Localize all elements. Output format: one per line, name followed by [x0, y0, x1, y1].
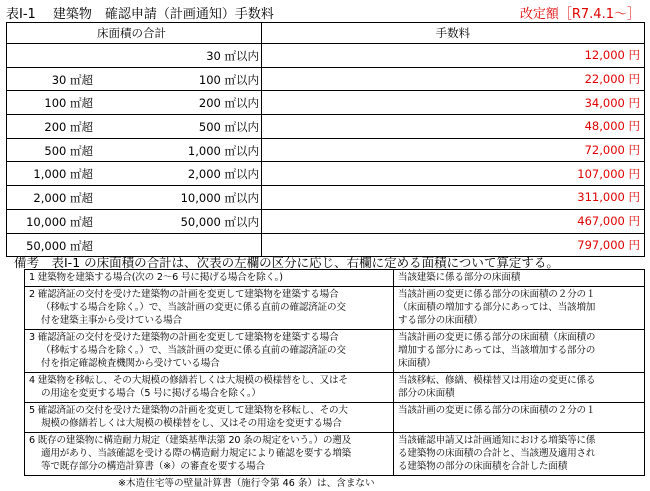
rule-row: [25, 373, 645, 403]
rule-area-line: 当該移転、修繕、模様替又は用途の変更に係る: [398, 375, 596, 386]
rule-row: [25, 403, 645, 433]
fee-amount: 12,000 円: [261, 44, 644, 68]
rule-area: [394, 330, 645, 373]
page-title: 表Ⅰ-1 建築物 確認申請（計画通知）手数料: [6, 7, 274, 22]
rule-area: [394, 403, 645, 433]
rule-condition-line: 2 確認済証の交付を受けた建築物の計画を変更して建築物を建築する場合: [29, 289, 339, 300]
area-from: 50,000 ㎡超: [26, 238, 93, 253]
area-from: 1,000 ㎡超: [33, 167, 93, 182]
area-range: [7, 138, 262, 162]
fee-amount: 22,000 円: [261, 67, 644, 91]
area-to: 30 ㎡以内: [206, 49, 259, 63]
rule-row: [25, 270, 645, 287]
area-rules-table: [24, 269, 645, 476]
rule-condition: [25, 330, 394, 373]
area-range: [7, 186, 262, 210]
fee-table-header: [7, 23, 645, 44]
fee-amount: 797,000 円: [261, 233, 644, 257]
rule-area: [394, 270, 645, 287]
rule-condition-line: 1 建築物を建築する場合(次の 2～6 号に掲げる場合を除く。): [29, 272, 283, 283]
fee-row: [7, 91, 645, 115]
fee-row: [7, 209, 645, 233]
area-to: 1,000 ㎡以内: [187, 143, 259, 158]
rule-area-line: 当該建築に係る部分の床面積: [398, 272, 521, 283]
fee-amount: 72,000 円: [261, 138, 644, 162]
fee-row: [7, 115, 645, 139]
remarks-text: 備考 表Ⅰ-1 の床面積の合計は、次表の左欄の区分に応じ、右欄に定める面積について算定する。: [14, 255, 559, 270]
rule-condition-line: 5 確認済証の交付を受けた建築物の計画を変更して建築物を移転し、その大: [29, 405, 348, 416]
rule-area-line: る建築物の部分の床面積を合計した面積: [398, 461, 568, 472]
area-from: 500 ㎡超: [44, 143, 93, 158]
area-to: 10,000 ㎡以内: [180, 191, 259, 206]
fee-table: [6, 22, 645, 257]
rule-area-line: 当該確認申請又は計画通知における増築等に係: [398, 435, 596, 446]
rule-condition-line: 3 確認済証の交付を受けた建築物の計画を変更して建築物を建築する場合: [29, 332, 339, 343]
area-to: 2,000 ㎡以内: [187, 167, 259, 182]
fee-row: [7, 162, 645, 186]
area-range: [7, 162, 262, 186]
fee-row: [7, 186, 645, 210]
rule-area-line: る建築物の床面積の合計と、当該遡及適用され: [398, 448, 596, 459]
area-range: [7, 67, 262, 91]
fee-row: [7, 138, 645, 162]
header-floor-area: 床面積の合計: [7, 23, 262, 44]
rule-condition: [25, 403, 394, 433]
area-from: 200 ㎡超: [44, 120, 93, 135]
rule-condition-line: （移転する場合を除く。）で、当該計画の変更に係る直前の確認済証の交: [41, 345, 346, 356]
rule-condition: [25, 373, 394, 403]
rule-condition-line: 付を建築主事から受けている場合: [41, 315, 182, 326]
rule-area-line: する部分の床面積）: [398, 315, 483, 326]
rule-area-line: 部分の床面積: [398, 388, 455, 399]
rule-condition: [25, 287, 394, 330]
footnote: ※木造住宅等の壁量計算書（施行令第 46 条）は、含まない: [118, 478, 375, 489]
area-from: 10,000 ㎡超: [26, 214, 93, 229]
rule-area-line: （床面積の増加する部分にあっては、当該増加: [398, 302, 596, 313]
rule-condition-line: 6 既存の建築物に構造耐力規定（建築基準法第 20 条の規定をいう。）の遡及: [29, 435, 352, 446]
rule-condition-line: 付を指定確認検査機関から受けている場合: [41, 358, 220, 369]
fee-row: [7, 67, 645, 91]
area-from: 100 ㎡超: [44, 96, 93, 111]
fee-amount: 48,000 円: [261, 115, 644, 139]
area-range: [7, 44, 262, 68]
area-to: 500 ㎡以内: [198, 120, 259, 135]
area-from: 2,000 ㎡超: [33, 191, 93, 206]
rule-row: [25, 433, 645, 476]
rule-condition-line: 規模の修繕若しくは大規模の模様替をし、又はその用途を変更する場合: [41, 418, 342, 429]
rule-condition: [25, 433, 394, 476]
fee-amount: 311,000 円: [261, 186, 644, 210]
rule-area: [394, 287, 645, 330]
rule-area: [394, 373, 645, 403]
area-from: 30 ㎡超: [51, 72, 93, 87]
rule-area-line: 床面積）: [398, 358, 436, 369]
rule-condition-line: （移転する場合を除く。）で、当該計画の変更に係る直前の確認済証の交: [41, 302, 346, 313]
revision-label: 改定額［R7.4.1～］: [519, 7, 640, 22]
rule-area: [394, 433, 645, 476]
area-to: 200 ㎡以内: [198, 96, 259, 111]
area-to: 100 ㎡以内: [198, 72, 259, 87]
area-range: [7, 209, 262, 233]
fee-amount: 467,000 円: [261, 209, 644, 233]
header-fee: 手数料: [261, 23, 644, 44]
rule-condition-line: 4 建築物を移転し、その大規模の修繕若しくは大規模の模様替をし、又はそ: [29, 375, 348, 386]
rule-area-line: 当該計画の変更に係る部分の床面積の２分の１: [398, 289, 596, 300]
rule-area-line: 当該計画の変更に係る部分の床面積の２分の１: [398, 405, 596, 416]
fee-amount: 107,000 円: [261, 162, 644, 186]
rule-row: [25, 330, 645, 373]
fee-amount: 34,000 円: [261, 91, 644, 115]
rule-condition-line: 等で既存部分の構造計算書（※）の審査を要する場合: [41, 461, 265, 472]
rule-area-line: 増加する部分にあっては、当該増加する部分の: [398, 345, 596, 356]
rule-condition-line: 適用があり、当該確認を受ける際の構造耐力規定により確認を要する増築: [41, 448, 351, 459]
rule-area-line: 当該計画の変更に係る部分の床面積（床面積の: [398, 332, 596, 343]
area-range: [7, 91, 262, 115]
fee-row: [7, 44, 645, 68]
area-range: [7, 115, 262, 139]
rule-condition-line: の用途を変更する場合（5 号に掲げる場合を除く。）: [41, 388, 261, 399]
rule-row: [25, 287, 645, 330]
area-to: 50,000 ㎡以内: [180, 214, 259, 229]
rule-condition: [25, 270, 394, 287]
